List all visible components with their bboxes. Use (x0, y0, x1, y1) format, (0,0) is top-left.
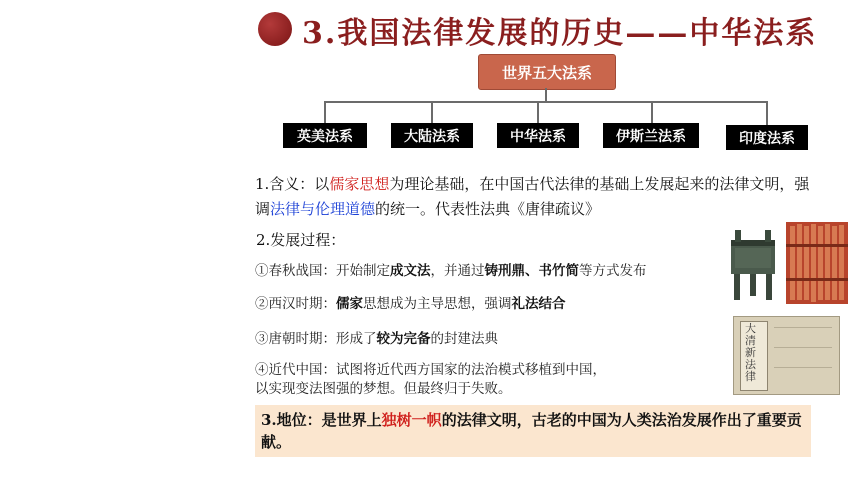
tree-connector-branch (431, 101, 433, 123)
process-item-western-han (255, 292, 566, 312)
legal-system-indian: 印度法系 (726, 125, 808, 150)
process-title: 2.发展过程： (256, 231, 346, 249)
item-text: ②西汉时期： (255, 296, 336, 312)
tree-connector-branch (537, 101, 539, 123)
meaning-body: 为理论基础，在中国古代法律的基础上发展起来的法律文明，强调 (255, 175, 810, 218)
meaning-lead: 1.含义：以 (255, 175, 330, 193)
law-ethics-highlight: 法律与伦理道德 (270, 200, 376, 218)
page-title: 3.我国法律发展的历史——中华法系 (302, 16, 818, 51)
bronze-ding-photo (725, 226, 781, 304)
tree-connector-horizontal (324, 101, 768, 103)
status-lead: 3.地位：是世界上 (261, 411, 382, 429)
item-text: ①春秋战国：开始制定 (255, 263, 390, 279)
unique-highlight: 独树一帜 (381, 411, 442, 429)
tree-connector-branch (766, 101, 768, 125)
item-text: 的封建法典 (430, 331, 498, 347)
process-item-modern-line2: 以实现变法图强的梦想。但最终归于失败。 (255, 381, 512, 397)
qing-law-book-photo (733, 316, 840, 395)
bamboo-slips-photo (786, 222, 848, 304)
status-box (255, 405, 811, 457)
legal-system-chinese: 中华法系 (497, 123, 579, 148)
item-text: ③唐朝时期：形成了 (255, 331, 377, 347)
meaning-tail: 的统一。代表性法典《唐律疏议》 (375, 200, 601, 218)
process-item-modern-line1: ④近代中国：试图将近代西方国家的法治模式移植到中国， (255, 362, 606, 378)
item-text: ，并通过 (430, 263, 485, 279)
legal-system-anglo-american: 英美法系 (283, 123, 367, 148)
tree-connector-vertical (545, 88, 547, 102)
process-item-tang (255, 327, 498, 347)
item-bold-text: 礼法结合 (511, 296, 566, 312)
legal-system-continental: 大陆法系 (391, 123, 473, 148)
item-text: 等方式发布 (579, 263, 647, 279)
item-text: 思想成为主导思想，强调 (363, 296, 512, 312)
tree-connector-branch (651, 101, 653, 123)
status-tail: 的法律文明，古老的中国为人类法治发展作出了重要贡献。 (261, 411, 802, 451)
process-item-spring-autumn (255, 259, 647, 279)
title-bullet-icon (258, 12, 292, 46)
legal-system-islamic: 伊斯兰法系 (603, 123, 699, 148)
item-bold-text: 铸刑鼎、书竹简 (484, 263, 579, 279)
meaning-paragraph (255, 172, 815, 222)
item-bold-text: 成文法 (390, 263, 431, 279)
tree-connector-branch (324, 101, 326, 123)
item-bold-text: 较为完备 (376, 331, 431, 347)
tree-root-box: 世界五大法系 (478, 54, 616, 90)
confucian-thought-highlight: 儒家思想 (329, 175, 390, 193)
book-cover-text: 大清新法律 (745, 322, 756, 383)
item-bold-text: 儒家 (336, 296, 363, 312)
